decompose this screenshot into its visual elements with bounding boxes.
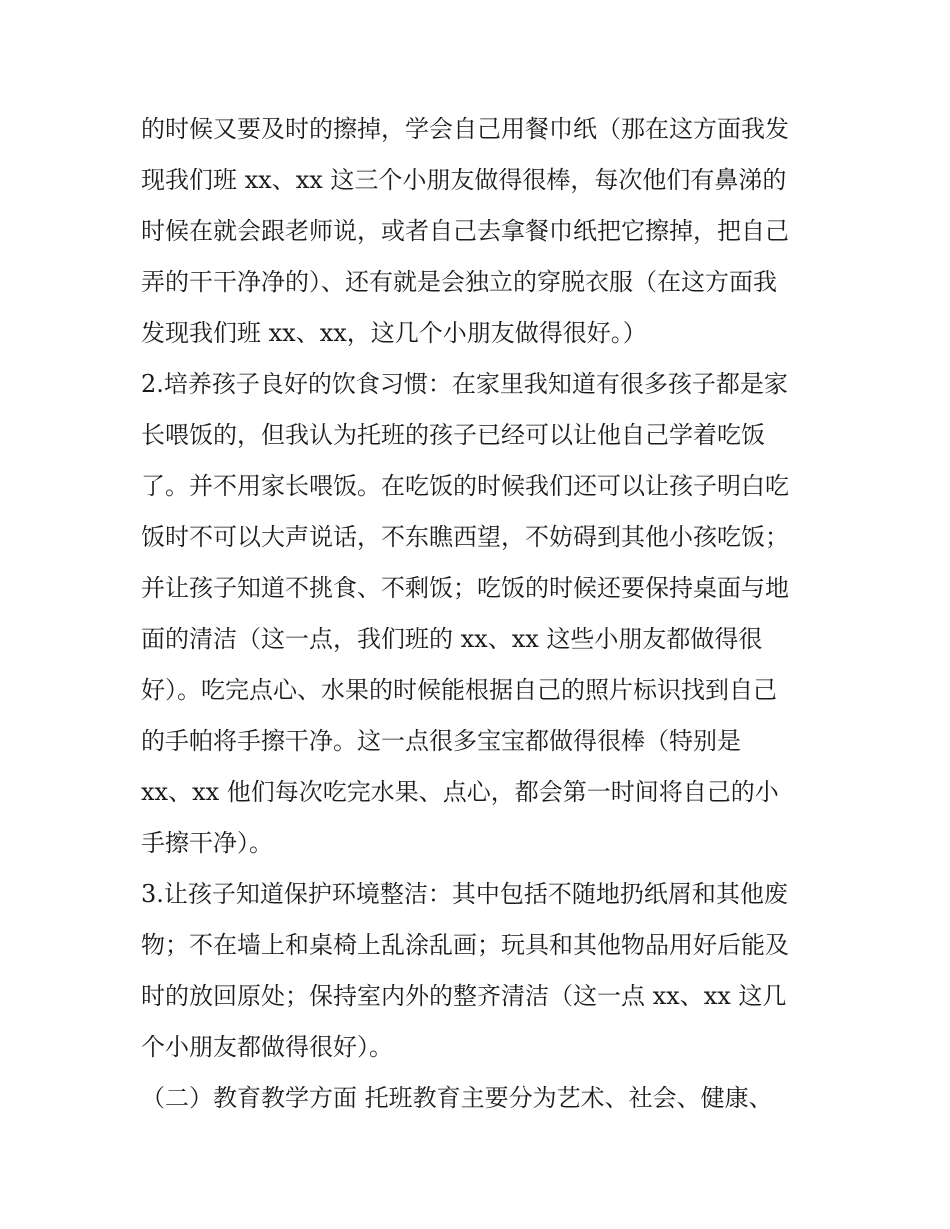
text-line: 3.让孩子知道保护环境整洁：其中包括不随地扔纸屑和其他废 <box>141 880 788 908</box>
text-line: 好）。吃完点心、水果的时候能根据自己的照片标识找到自己 <box>141 676 777 704</box>
text-line: 面的清洁（这一点，我们班的 xx、xx 这些小朋友都做得很 <box>141 625 763 653</box>
text-line: 并让孩子知道不挑食、不剩饭；吃饭的时候还要保持桌面与地 <box>141 574 789 602</box>
text-line: 现我们班 xx、xx 这三个小朋友做得很棒，每次他们有鼻涕的 <box>141 166 787 194</box>
text-line: 弄的干干净净的）、还有就是会独立的穿脱衣服（在这方面我 <box>141 268 777 296</box>
text-line: 2.培养孩子良好的饮食习惯：在家里我知道有很多孩子都是家 <box>141 370 788 398</box>
text-line: 个小朋友都做得很好）。 <box>141 1033 393 1061</box>
text-line: 发现我们班 xx、xx，这几个小朋友做得很好。） <box>141 319 647 347</box>
text-line: 饭时不可以大声说话，不东瞧西望，不妨碍到其他小孩吃饭； <box>141 523 789 551</box>
text-line: 时的放回原处；保持室内外的整齐清洁（这一点 xx、xx 这几 <box>141 982 787 1010</box>
text-line: 物；不在墙上和桌椅上乱涂乱画；玩具和其他物品用好后能及 <box>141 931 789 959</box>
text-line: 时候在就会跟老师说，或者自己去拿餐巾纸把它擦掉，把自己 <box>141 217 789 245</box>
text-line: xx、xx 他们每次吃完水果、点心，都会第一时间将自己的小 <box>141 778 779 806</box>
text-line: 的时候又要及时的擦掉，学会自己用餐巾纸（那在这方面我发 <box>141 115 789 143</box>
text-line: 了。并不用家长喂饭。在吃饭的时候我们还可以让孩子明白吃 <box>141 472 789 500</box>
text-line: 长喂饭的，但我认为托班的孩子已经可以让他自己学着吃饭 <box>141 421 765 449</box>
text-line: 手擦干净）。 <box>141 829 273 857</box>
text-line: 的手帕将手擦干净。这一点很多宝宝都做得很棒（特别是 <box>141 727 741 755</box>
text-line: （二）教育教学方面 托班教育主要分为艺术、社会、健康、 <box>141 1084 773 1112</box>
